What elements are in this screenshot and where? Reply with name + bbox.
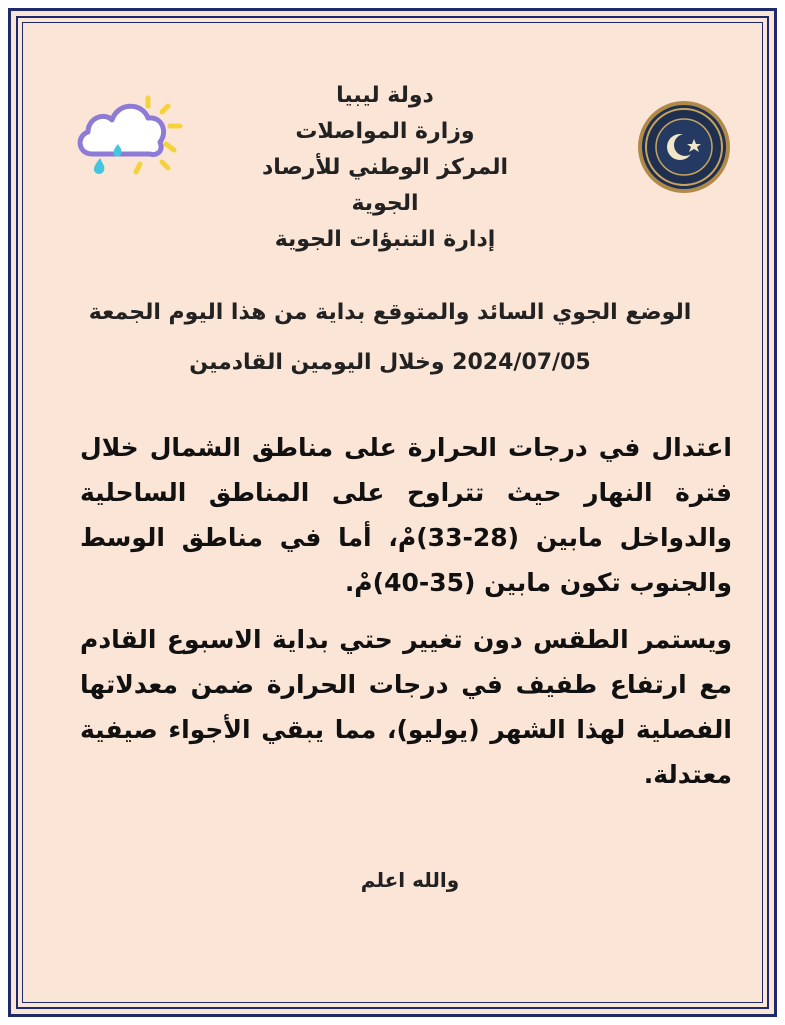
header-center: المركز الوطني للأرصاد الجوية xyxy=(261,155,509,216)
forecast-paragraph-2: ويستمر الطقس دون تغيير حتي بداية الاسبوع القادم مع ارتفاع طفيف في درجات الحرارة ضمن معدلاتها الفصلية لهذا الشهر (يوليو)، مما يبقي الأجواء صيفية معتدلة. xyxy=(80,625,732,789)
forecast-paragraph-1: اعتدال في درجات الحرارة على مناطق الشمال خلال فترة النهار حيث تتراوح على المناطق الساحلية والدواخل مابين (28-33)مْ، أما في مناطق الوسط والجنوب تكون مابين (35-40)مْ. xyxy=(80,433,733,597)
cloud-rain-sun-icon xyxy=(70,92,190,182)
forecast-body xyxy=(80,425,732,809)
bulletin-title-line2: 2024/07/05 وخلال اليومين القادمين xyxy=(189,350,591,375)
header-block xyxy=(230,78,540,258)
bulletin-title-line1: الوضع الجوي السائد والمتوقع بداية من هذا اليوم الجمعة xyxy=(88,300,692,325)
header-country: دولة ليبيا xyxy=(336,83,434,108)
header-department: إدارة التنبؤات الجوية xyxy=(274,227,496,252)
ministry-emblem-icon xyxy=(636,99,732,195)
closing-phrase: والله اعلم xyxy=(360,868,460,892)
bulletin-title xyxy=(60,288,720,388)
header-ministry: وزارة المواصلات xyxy=(295,119,475,144)
